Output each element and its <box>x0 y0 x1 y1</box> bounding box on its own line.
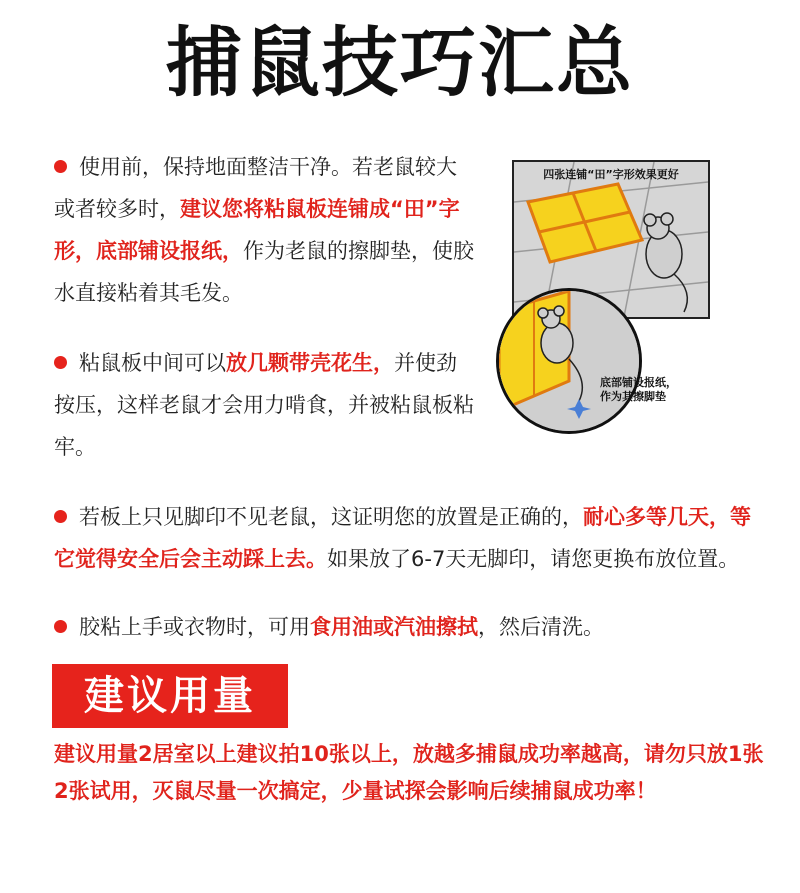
zoom-circle <box>496 288 642 434</box>
tip-2 <box>54 342 474 468</box>
tip-2-part-3: 并使劲按压，这样老鼠才会用力啃食，并被粘鼠板粘牢。 <box>54 351 474 459</box>
recommendation-text: 建议用量2居室以上建议拍10张以上，放越多捕鼠成功率越高，请勿只放1张2张试用，灭鼠尽量一次搞定，少量试探会影响后续捕鼠成功率！ <box>54 742 764 803</box>
bullet-dot-icon <box>54 510 67 523</box>
tip-3-highlight: 耐心多等几天，等它觉得安全后会主动踩上去。 <box>54 505 751 571</box>
tip-1-part-1: 使用前，保持地面整洁干净。若老鼠较大或者较多时， <box>54 155 457 221</box>
illustration-bottom-caption <box>600 376 677 404</box>
bullet-dot-icon <box>54 160 67 173</box>
tip-4 <box>54 606 754 648</box>
tip-3-part-3: 如果放了6-7天无脚印，请您更换布放位置。 <box>327 547 740 571</box>
tip-4-part-1: 胶粘上手或衣物时，可用 <box>79 615 310 639</box>
tip-2-part-1: 粘鼠板中间可以 <box>79 351 226 375</box>
illustration-bottom-caption-line1: 底部铺设报纸， <box>600 376 677 389</box>
recommended-usage-heading: 建议用量 <box>52 664 288 728</box>
bullet-dot-icon <box>54 620 67 633</box>
tip-1 <box>54 146 474 314</box>
tip-3 <box>54 496 754 580</box>
illustration-bottom-caption-line2: 作为其擦脚垫 <box>600 390 666 403</box>
tip-4-part-3: ，然后清洗。 <box>478 615 604 639</box>
tip-4-highlight: 食用油或汽油擦拭 <box>310 615 478 639</box>
zoomed-board-drawing <box>499 291 639 431</box>
tip-1-part-3: 作为老鼠的擦脚垫，使胶水直接粘着其毛发。 <box>54 239 474 305</box>
tip-1-highlight: 建议您将粘鼠板连铺成“田”字形，底部铺设报纸， <box>54 197 460 263</box>
tip-3-part-1: 若板上只见脚印不见老鼠，这证明您的放置是正确的， <box>79 505 583 529</box>
bullet-dot-icon <box>54 356 67 369</box>
illustration-top-caption: 四张连铺“田”字形效果更好 <box>543 168 679 181</box>
page-title: 捕鼠技巧汇总 <box>166 18 634 107</box>
glue-board-illustration <box>496 160 716 430</box>
tip-2-highlight: 放几颗带壳花生， <box>226 351 394 375</box>
